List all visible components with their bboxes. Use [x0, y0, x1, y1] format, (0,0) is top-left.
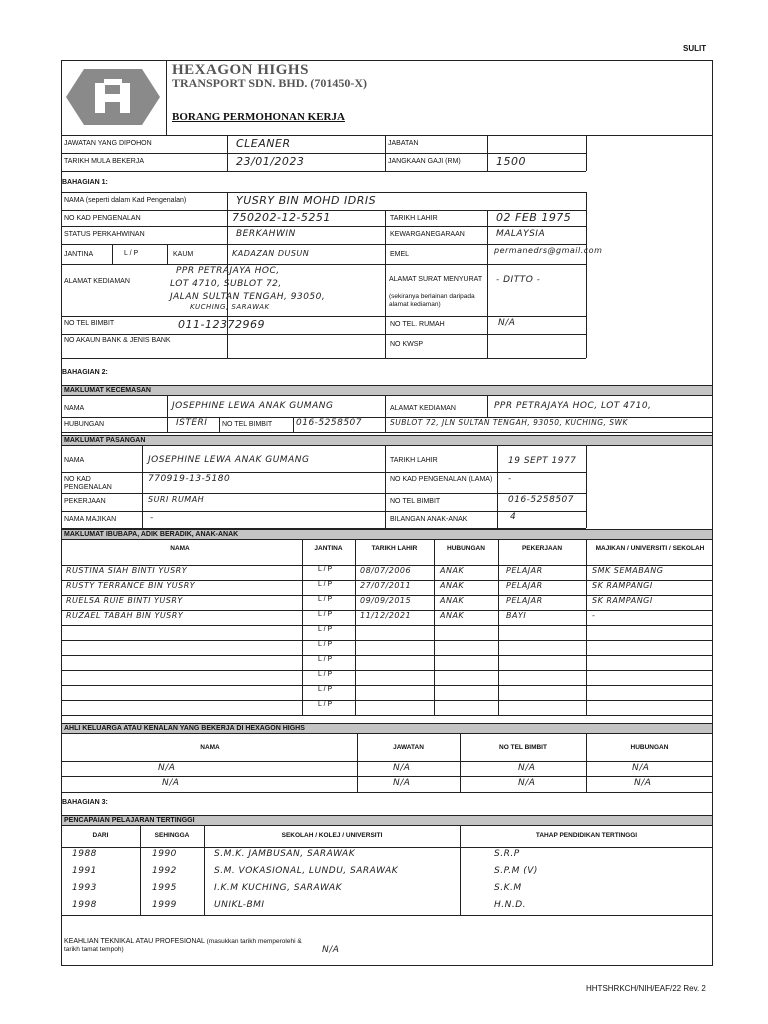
pas-lahir-field[interactable]: 19 SEPT 1977 — [508, 456, 577, 466]
family-row-2-majikan[interactable]: SK RAMPANGI — [592, 581, 653, 590]
family-row-4-kerja[interactable]: BAYI — [506, 611, 527, 620]
jantina-label: JANTINA — [64, 251, 94, 258]
edu-head-tahap: TAHAP PENDIDIKAN TERTINGGI — [535, 832, 638, 839]
family-head-lahir: TARIKH LAHIR — [371, 545, 418, 552]
kec-nama-label: NAMA — [64, 405, 85, 412]
family-row-1-jantina[interactable]: L / P — [318, 566, 333, 573]
pas-nama-label: NAMA — [64, 457, 85, 464]
rumah-label: NO TEL. RUMAH — [390, 321, 445, 328]
ahli-row-2-jawatan[interactable]: N/A — [393, 778, 411, 788]
kec-nama-field[interactable]: JOSEPHINE LEWA ANAK GUMANG — [172, 401, 334, 411]
family-row-1-hub[interactable]: ANAK — [440, 566, 465, 575]
edu-row-2-sekolah[interactable]: S.M. VOKASIONAL, LUNDU, SARAWAK — [214, 866, 399, 876]
rumah-field[interactable]: N/A — [498, 318, 516, 328]
ahli-head-nama: NAMA — [200, 744, 220, 751]
edu-head-hingga: SEHINGGA — [154, 832, 190, 839]
family-row-10-jantina[interactable]: L / P — [318, 701, 333, 708]
family-row-1-kerja[interactable]: PELAJAR — [506, 566, 543, 575]
pencapaian-bar: PENCAPAIAN PELAJARAN TERTINGGI — [61, 815, 713, 826]
edu-row-1-tahap[interactable]: S.R.P — [494, 849, 520, 859]
kec-alamat-label: ALAMAT KEDIAMAN — [390, 405, 456, 412]
family-head-jantina: JANTINA — [314, 545, 343, 552]
family-row-3-majikan[interactable]: SK RAMPANGI — [592, 596, 653, 605]
pas-kp-field[interactable]: 770919-13-5180 — [148, 474, 231, 484]
pas-majikan-label: NAMA MAJIKAN — [64, 516, 117, 523]
pas-anak-field[interactable]: 4 — [510, 512, 517, 522]
company-registration: TRANSPORT SDN. BHD. (701450-X) — [172, 76, 368, 90]
ahli-row-1-nama[interactable]: N/A — [158, 763, 176, 773]
edu-row-2-tahap[interactable]: S.P.M (V) — [494, 866, 538, 876]
ahli-row-1-jawatan[interactable]: N/A — [393, 763, 411, 773]
warga-field[interactable]: MALAYSIA — [496, 229, 546, 239]
ahli-row-1-tel[interactable]: N/A — [518, 763, 536, 773]
ahli-head-tel: NO TEL BIMBIT — [499, 744, 547, 751]
edu-head-sekolah: SEKOLAH / KOLEJ / UNIVERSITI — [281, 832, 383, 839]
edu-row-2-hingga[interactable]: 1992 — [152, 866, 177, 876]
bahagian2-heading: BAHAGIAN 2: — [62, 369, 108, 376]
kecemasan-bar: MAKLUMAT KECEMASAN — [61, 385, 713, 396]
ahli-row-2-tel[interactable]: N/A — [518, 778, 536, 788]
ahli-head-jawatan: JAWATAN — [393, 744, 424, 751]
tarikh-mula-label: TARIKH MULA BEKERJA — [64, 158, 145, 165]
family-row-5-jantina[interactable]: L / P — [318, 626, 333, 633]
keahlian-field[interactable]: N/A — [322, 945, 340, 955]
bimbit-field[interactable]: 011-12372969 — [178, 318, 265, 331]
family-row-2-hub[interactable]: ANAK — [440, 581, 465, 590]
edu-row-4-sekolah[interactable]: UNIKL-BMI — [214, 900, 265, 910]
family-row-4-lahir[interactable]: 11/12/2021 — [360, 611, 412, 620]
pas-tel-label: NO TEL BIMBIT — [390, 498, 441, 505]
family-row-3-lahir[interactable]: 09/09/2015 — [360, 596, 412, 605]
ahli-bar: AHLI KELUARGA ATAU KENALAN YANG BEKERJA DI HEXAGON HIGHS — [61, 723, 713, 734]
pas-anak-label: BILANGAN ANAK-ANAK — [390, 516, 468, 523]
tarikh-lahir-field[interactable]: 02 FEB 1975 — [496, 211, 572, 224]
kec-alamat-field[interactable]: PPR PETRAJAYA HOC, LOT 4710, — [494, 401, 652, 411]
emel-label: EMEL — [390, 251, 410, 258]
jawatan-label: JAWATAN YANG DIPOHON — [64, 140, 152, 147]
kec-alamat-field-2[interactable]: SUBLOT 72, JLN SULTAN TENGAH, 93050, KUCHING, SWK — [390, 418, 628, 427]
ahli-row-2-hub[interactable]: N/A — [634, 778, 652, 788]
family-row-9-jantina[interactable]: L / P — [318, 686, 333, 693]
kec-hub-field[interactable]: ISTERI — [176, 418, 208, 428]
pas-lahir-label: TARIKH LAHIR — [390, 457, 438, 464]
pas-nama-field[interactable]: JOSEPHINE LEWA ANAK GUMANG — [148, 455, 310, 465]
edu-row-1-hingga[interactable]: 1990 — [152, 849, 177, 859]
jabatan-label: JABATAN — [388, 140, 419, 147]
alamat-label: ALAMAT KEDIAMAN — [64, 278, 130, 285]
pas-majikan-field[interactable]: - — [150, 513, 154, 523]
edu-row-4-dari[interactable]: 1998 — [72, 900, 97, 910]
status-field[interactable]: BERKAHWIN — [236, 229, 296, 239]
form-frame — [61, 60, 713, 966]
edu-head-dari: DARI — [92, 832, 109, 839]
pas-kplama-label: NO KAD PENGENALAN (LAMA) — [390, 476, 493, 483]
family-row-4-majikan[interactable]: - — [592, 611, 596, 620]
edu-row-4-tahap[interactable]: H.N.D. — [494, 900, 527, 910]
alamat-line-1[interactable]: PPR PETRAJAYA HOC, — [176, 266, 280, 276]
bahagian1-heading: BAHAGIAN 1: — [62, 179, 108, 186]
kwsp-label: NO KWSP — [390, 341, 424, 348]
alamat-line-4[interactable]: KUCHING, SARAWAK — [190, 303, 270, 311]
bank-label: NO AKAUN BANK & JENIS BANK — [64, 337, 171, 344]
pas-tel-field[interactable]: 016-5258507 — [508, 495, 575, 505]
surat-label: ALAMAT SURAT MENYURAT — [389, 276, 483, 283]
kp-field[interactable]: 750202-12-5251 — [232, 211, 331, 224]
family-bar: MAKLUMAT IBUBAPA, ADIK BERADIK, ANAK-ANAK — [61, 529, 713, 540]
edu-row-3-hingga[interactable]: 1995 — [152, 883, 177, 893]
surat-hint: (sekiranya berlainan daripada alamat kediaman) — [389, 293, 475, 308]
ahli-head-hub: HUBUNGAN — [630, 744, 669, 751]
warga-label: KEWARGANEGARAAN — [390, 231, 465, 238]
tarikh-lahir-label: TARIKH LAHIR — [390, 215, 438, 222]
kec-tel-field[interactable]: 016-5258507 — [296, 418, 363, 428]
tarikh-mula-field[interactable]: 23/01/2023 — [236, 155, 305, 168]
family-row-6-jantina[interactable]: L / P — [318, 641, 333, 648]
jantina-choice[interactable]: L / P — [124, 250, 139, 257]
family-row-2-jantina[interactable]: L / P — [318, 581, 333, 588]
edu-row-1-dari[interactable]: 1988 — [72, 849, 97, 859]
edu-row-1-sekolah[interactable]: S.M.K. JAMBUSAN, SARAWAK — [214, 849, 356, 859]
family-row-4-nama[interactable]: RUZAEL TABAH BIN YUSRY — [66, 611, 184, 620]
family-row-4-hub[interactable]: ANAK — [440, 611, 465, 620]
form-code: HHTSHRKCH/NIH/EAF/22 Rev. 2 — [586, 984, 706, 993]
pas-kp-label: NO KAD PENGENALAN — [64, 476, 112, 491]
family-row-8-jantina[interactable]: L / P — [318, 671, 333, 678]
family-row-7-jantina[interactable]: L / P — [318, 656, 333, 663]
alamat-line-2[interactable]: LOT 4710, SUBLOT 72, — [170, 279, 282, 289]
nama-label: NAMA (seperti dalam Kad Pengenalan) — [64, 197, 187, 204]
company-logo — [62, 61, 167, 135]
pas-kplama-field[interactable]: - — [508, 474, 512, 484]
edu-row-4-hingga[interactable]: 1999 — [152, 900, 177, 910]
jawatan-field[interactable]: CLEANER — [236, 137, 291, 150]
family-row-1-majikan[interactable]: SMK SEMABANG — [592, 566, 664, 575]
edu-row-3-dari[interactable]: 1993 — [72, 883, 97, 893]
company-name: HEXAGON HIGHS — [172, 62, 309, 78]
family-head-kerja: PEKERJAAN — [521, 545, 563, 552]
hexagon-logo-icon — [62, 61, 165, 133]
bahagian3-heading: BAHAGIAN 3: — [62, 799, 108, 806]
ahli-row-2-nama[interactable]: N/A — [162, 778, 180, 788]
kaum-field[interactable]: KADAZAN DUSUN — [232, 249, 310, 258]
status-label: STATUS PERKAHWINAN — [64, 231, 145, 238]
keahlian-label: KEAHLIAN TEKNIKAL ATAU PROFESIONAL (masukkan tarikh memperolehi & tarikh tamat tempoh) — [64, 938, 302, 953]
gaji-field[interactable]: 1500 — [496, 155, 526, 168]
pasangan-bar: MAKLUMAT PASANGAN — [61, 435, 713, 446]
family-row-3-kerja[interactable]: PELAJAR — [506, 596, 543, 605]
edu-row-3-sekolah[interactable]: I.K.M KUCHING, SARAWAK — [214, 883, 342, 893]
nama-field[interactable]: YUSRY BIN MOHD IDRIS — [236, 194, 377, 207]
form-title: BORANG PERMOHONAN KERJA — [172, 111, 345, 123]
surat-field[interactable]: - DITTO - — [496, 275, 541, 285]
family-row-3-jantina[interactable]: L / P — [318, 596, 333, 603]
family-row-1-lahir[interactable]: 08/07/2006 — [360, 566, 412, 575]
family-row-3-hub[interactable]: ANAK — [440, 596, 465, 605]
family-row-1-nama[interactable]: RUSTINA SIAH BINTI YUSRY — [66, 566, 188, 575]
family-row-2-lahir[interactable]: 27/07/2011 — [360, 581, 412, 590]
family-row-4-jantina[interactable]: L / P — [318, 611, 333, 618]
pas-kerja-label: PEKERJAAN — [64, 498, 106, 505]
classification-label: SULIT — [683, 44, 707, 53]
alamat-line-3[interactable]: JALAN SULTAN TENGAH, 93050, — [170, 292, 326, 302]
family-head-majikan: MAJIKAN / UNIVERSITI / SEKOLAH — [595, 545, 705, 552]
family-row-2-nama[interactable]: RUSTY TERRANCE BIN YUSRY — [66, 581, 196, 590]
emel-field[interactable]: permanedrs@gmail.com — [494, 246, 603, 255]
ahli-row-1-hub[interactable]: N/A — [632, 763, 650, 773]
edu-row-2-dari[interactable]: 1991 — [72, 866, 97, 876]
bimbit-label: NO TEL BIMBIT — [64, 320, 115, 327]
gaji-label: JANGKAAN GAJI (RM) — [388, 158, 461, 165]
edu-row-3-tahap[interactable]: S.K.M — [494, 883, 522, 893]
kp-label: NO KAD PENGENALAN — [64, 215, 141, 222]
pas-kerja-field[interactable]: SURI RUMAH — [148, 495, 205, 504]
family-head-hub: HUBUNGAN — [447, 545, 485, 552]
kaum-label: KAUM — [173, 251, 194, 258]
kec-hub-label: HUBUNGAN — [64, 421, 105, 428]
family-row-2-kerja[interactable]: PELAJAR — [506, 581, 543, 590]
family-head-nama: NAMA — [170, 545, 190, 552]
family-row-3-nama[interactable]: RUELSA RUIE BINTI YUSRY — [66, 596, 183, 605]
kec-tel-label: NO TEL BIMBIT — [222, 421, 273, 428]
